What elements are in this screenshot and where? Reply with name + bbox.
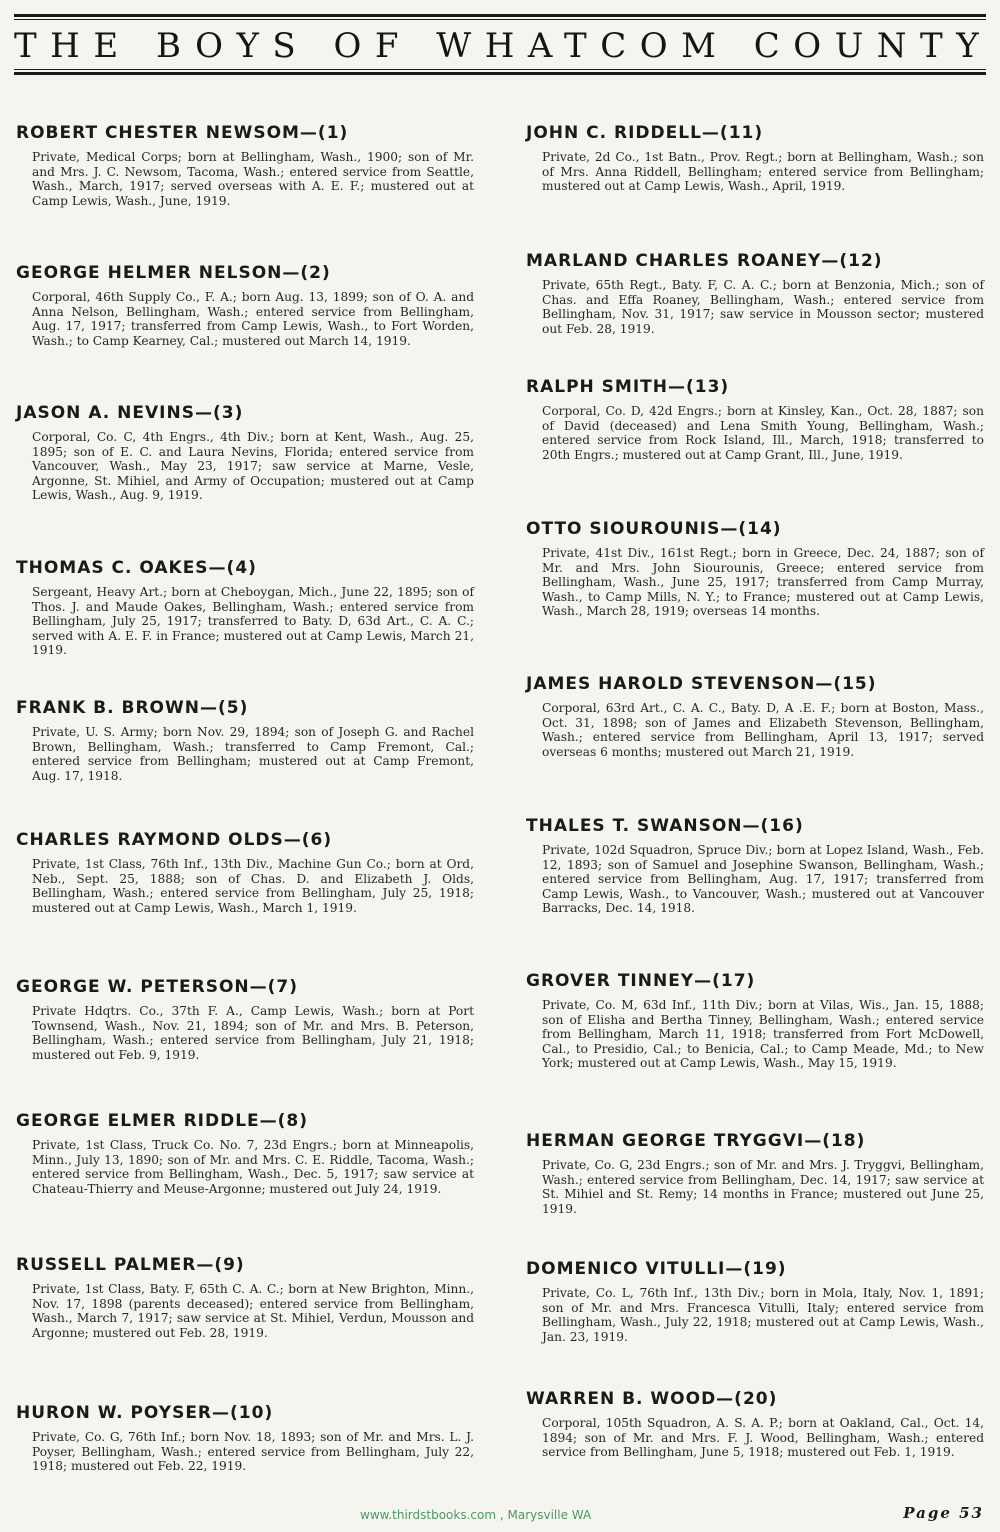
page-title: THE BOYS OF WHATCOM COUNTY [14,26,993,66]
entry-text: Private, Medical Corps; born at Bellingham, Wash., 1900; son of Mr. and Mrs. J. C. Newsom, Tacoma, Wash.; entered service from Seattle, Wash., March, 1917; served overseas with A. E. F.; mustered out at Camp Lewis, Wash., June, 1919. [32,150,474,208]
entry [16,1402,474,1474]
entry-name: THOMAS C. OAKES—(4) [16,558,257,578]
entry-name: RUSSELL PALMER—(9) [16,1255,245,1275]
entry [16,1110,474,1196]
entry-name: JAMES HAROLD STEVENSON—(15) [526,674,877,694]
entry-name: MARLAND CHARLES ROANEY—(12) [526,251,883,271]
header-rule-bottom [14,72,986,75]
entry [526,122,984,194]
entry [16,262,474,348]
entry-name: THALES T. SWANSON—(16) [526,816,804,836]
entry-text: Corporal, 63rd Art., C. A. C., Baty. D, A .E. F.; born at Boston, Mass., Oct. 31, 1898; son of James and Elizabeth Stevenson, Bellingham, Wash.; entered service from Bellingham, April 13, 1917; served overseas 6 months; mustered out March 21, 1919. [542,701,984,759]
entry-name: DOMENICO VITULLI—(19) [526,1259,787,1279]
entry [526,815,984,916]
entry-text: Private, 102d Squadron, Spruce Div.; born at Lopez Island, Wash., Feb. 12, 1893; son of Samuel and Josephine Swanson, Bellingham, Wash.; entered service from Bellingham, Aug. 17, 1917; transferred from Camp Lewis, Wash., to Vancouver, Wash.; mustered out at Vancouver Barracks, Dec. 14, 1918. [542,843,984,916]
entry-name: GROVER TINNEY—(17) [526,971,756,991]
entry-text: Corporal, 105th Squadron, A. S. A. P.; born at Oakland, Cal., Oct. 14, 1894; son of Mr. and Mrs. F. J. Wood, Bellingham, Wash.; entered service from Bellingham, June 5, 1918; mustered out Feb. 1, 1919. [542,1416,984,1460]
entry [16,122,474,208]
entry-text: Corporal, 46th Supply Co., F. A.; born Aug. 13, 1899; son of O. A. and Anna Nelson, Bellingham, Wash.; entered service from Bellingham, Aug. 17, 1917; transferred from Camp Lewis, Wash., to Fort Worden, Wash.; to Camp Kearney, Cal.; mustered out March 14, 1919. [32,290,474,348]
entry-name: GEORGE HELMER NELSON—(2) [16,263,331,283]
entry-name: RALPH SMITH—(13) [526,377,730,397]
entry-name: JOHN C. RIDDELL—(11) [526,123,764,143]
page-number: Page 53 [903,1504,984,1522]
entry-text: Sergeant, Heavy Art.; born at Cheboygan, Mich., June 22, 1895; son of Thos. J. and Maude Oakes, Bellingham, Wash.; entered service from Bellingham, July 25, 1917; transferred to Baty. D, 63d Art., C. A. C.; served with A. E. F. in France; mustered out at Camp Lewis, March 21, 1919. [32,585,474,658]
entry [526,1258,984,1344]
entry [526,518,984,619]
entry-text: Private, 1st Class, Baty. F, 65th C. A. C.; born at New Brighton, Minn., Nov. 17, 1898 (parents deceased); entered service from Bellingham, Wash., March 7, 1917; saw service at St. Mihiel, Verdun, Mousson and Argonne; mustered out Feb. 28, 1919. [32,1282,474,1340]
entry-text: Private, Co. M, 63d Inf., 11th Div.; born at Vilas, Wis., Jan. 15, 1888; son of Elisha and Bertha Tinney, Bellingham, Wash.; entered service from Bellingham, March 11, 1918; transferred from Fort McDowell, Cal., to Presidio, Cal.; to Benicia, Cal.; to Camp Meade, Md.; to New York; mustered out at Camp Lewis, Wash., May 15, 1919. [542,998,984,1071]
entry [526,250,984,336]
entry-text: Private, Co. L, 76th Inf., 13th Div.; born in Mola, Italy, Nov. 1, 1891; son of Mr. and Mrs. Francesca Vitulli, Italy; entered service from Bellingham, Wash., July 22, 1918; mustered out at Camp Lewis, Wash., Jan. 23, 1919. [542,1286,984,1344]
entry [16,402,474,503]
entry-text: Corporal, Co. C, 4th Engrs., 4th Div.; born at Kent, Wash., Aug. 25, 1895; son of E. C. and Laura Nevins, Florida; entered service from Vancouver, Wash., May 23, 1917; saw service at Marne, Vesle, Argonne, St. Mihiel, and Army of Occupation; mustered out at Camp Lewis, Wash., Aug. 9, 1919. [32,430,474,503]
entry-text: Private, U. S. Army; born Nov. 29, 1894; son of Joseph G. and Rachel Brown, Bellingham, Wash.; transferred to Camp Fremont, Cal.; entered service from Bellingham; mustered out at Camp Fremont, Aug. 17, 1918. [32,725,474,783]
entry-name: JASON A. NEVINS—(3) [16,403,244,423]
entry-text: Private, 2d Co., 1st Batn., Prov. Regt.; born at Bellingham, Wash.; son of Mrs. Anna Riddell, Bellingham; entered service from Bellingham; mustered out at Camp Lewis, Wash., April, 1919. [542,150,984,194]
header-rule-bottom-thin [14,69,986,70]
entry [16,1254,474,1340]
entry [16,697,474,783]
page-header [0,0,1000,80]
entry [526,673,984,759]
entry-text: Private, Co. G, 76th Inf.; born Nov. 18, 1893; son of Mr. and Mrs. L. J. Poyser, Bellingham, Wash.; entered service from Bellingham, July 22, 1918; mustered out Feb. 22, 1919. [32,1430,474,1474]
entry [16,557,474,658]
entry-text: Corporal, Co. D, 42d Engrs.; born at Kinsley, Kan., Oct. 28, 1887; son of David (deceased) and Lena Smith Young, Bellingham, Wash.; entered service from Rock Island, Ill., March, 1918; transferred to 20th Engrs.; mustered out at Camp Grant, Ill., June, 1919. [542,404,984,462]
entry-text: Private, 41st Div., 161st Regt.; born in Greece, Dec. 24, 1887; son of Mr. and Mrs. John Siourounis, Greece; entered service from Bellingham, Wash., June 25, 1917; transferred from Camp Murray, Wash., to Camp Mills, N. Y.; to France; mustered out at Camp Lewis, Wash., March 28, 1919; overseas 14 months. [542,546,984,619]
header-rule-top-thin [14,19,986,20]
entry-name: GEORGE W. PETERSON—(7) [16,977,298,997]
entry-name: HERMAN GEORGE TRYGGVI—(18) [526,1131,866,1151]
entry-name: GEORGE ELMER RIDDLE—(8) [16,1111,309,1131]
entry-name: HURON W. POYSER—(10) [16,1403,274,1423]
entry-text: Private, 1st Class, 76th Inf., 13th Div., Machine Gun Co.; born at Ord, Neb., Sept. 25, 1888; son of Chas. D. and Elizabeth J. Olds, Bellingham, Wash.; entered service from Bellingham, July 25, 1918; mustered out at Camp Lewis, Wash., March 1, 1919. [32,857,474,915]
entry-text: Private, Co. G, 23d Engrs.; son of Mr. and Mrs. J. Tryggvi, Bellingham, Wash.; entered service from Bellingham, Dec. 14, 1917; saw service at St. Mihiel and St. Remy; 14 months in France; mustered out June 25, 1919. [542,1158,984,1216]
entry-name: WARREN B. WOOD—(20) [526,1389,778,1409]
entry [526,376,984,462]
entry [16,976,474,1062]
entry-name: CHARLES RAYMOND OLDS—(6) [16,830,333,850]
footer-url: www.thirdstbooks.com , Marysville WA [360,1508,592,1522]
entry-text: Private, 1st Class, Truck Co. No. 7, 23d Engrs.; born at Minneapolis, Minn., July 13, 1890; son of Mr. and Mrs. C. E. Riddle, Tacoma, Wash.; entered service from Bellingham, Wash., Dec. 5, 1917; saw service at Chateau-Thierry and Meuse-Argonne; mustered out July 24, 1919. [32,1138,474,1196]
entry-text: Private, 65th Regt., Baty. F, C. A. C.; born at Benzonia, Mich.; son of Chas. and Effa Roaney, Bellingham, Wash.; entered service from Bellingham, Nov. 31, 1917; saw service in Mousson sector; mustered out Feb. 28, 1919. [542,278,984,336]
entry-text: Private Hdqtrs. Co., 37th F. A., Camp Lewis, Wash.; born at Port Townsend, Wash., Nov. 21, 1894; son of Mr. and Mrs. B. Peterson, Bellingham, Wash.; entered service from Bellingham, July 21, 1918; mustered out Feb. 9, 1919. [32,1004,474,1062]
entry [526,1130,984,1216]
header-rule-top [14,14,986,17]
entry [526,970,984,1071]
entry-name: FRANK B. BROWN—(5) [16,698,249,718]
entry-name: ROBERT CHESTER NEWSOM—(1) [16,123,349,143]
entry-name: OTTO SIOUROUNIS—(14) [526,519,782,539]
entry [16,829,474,915]
entry [526,1388,984,1460]
